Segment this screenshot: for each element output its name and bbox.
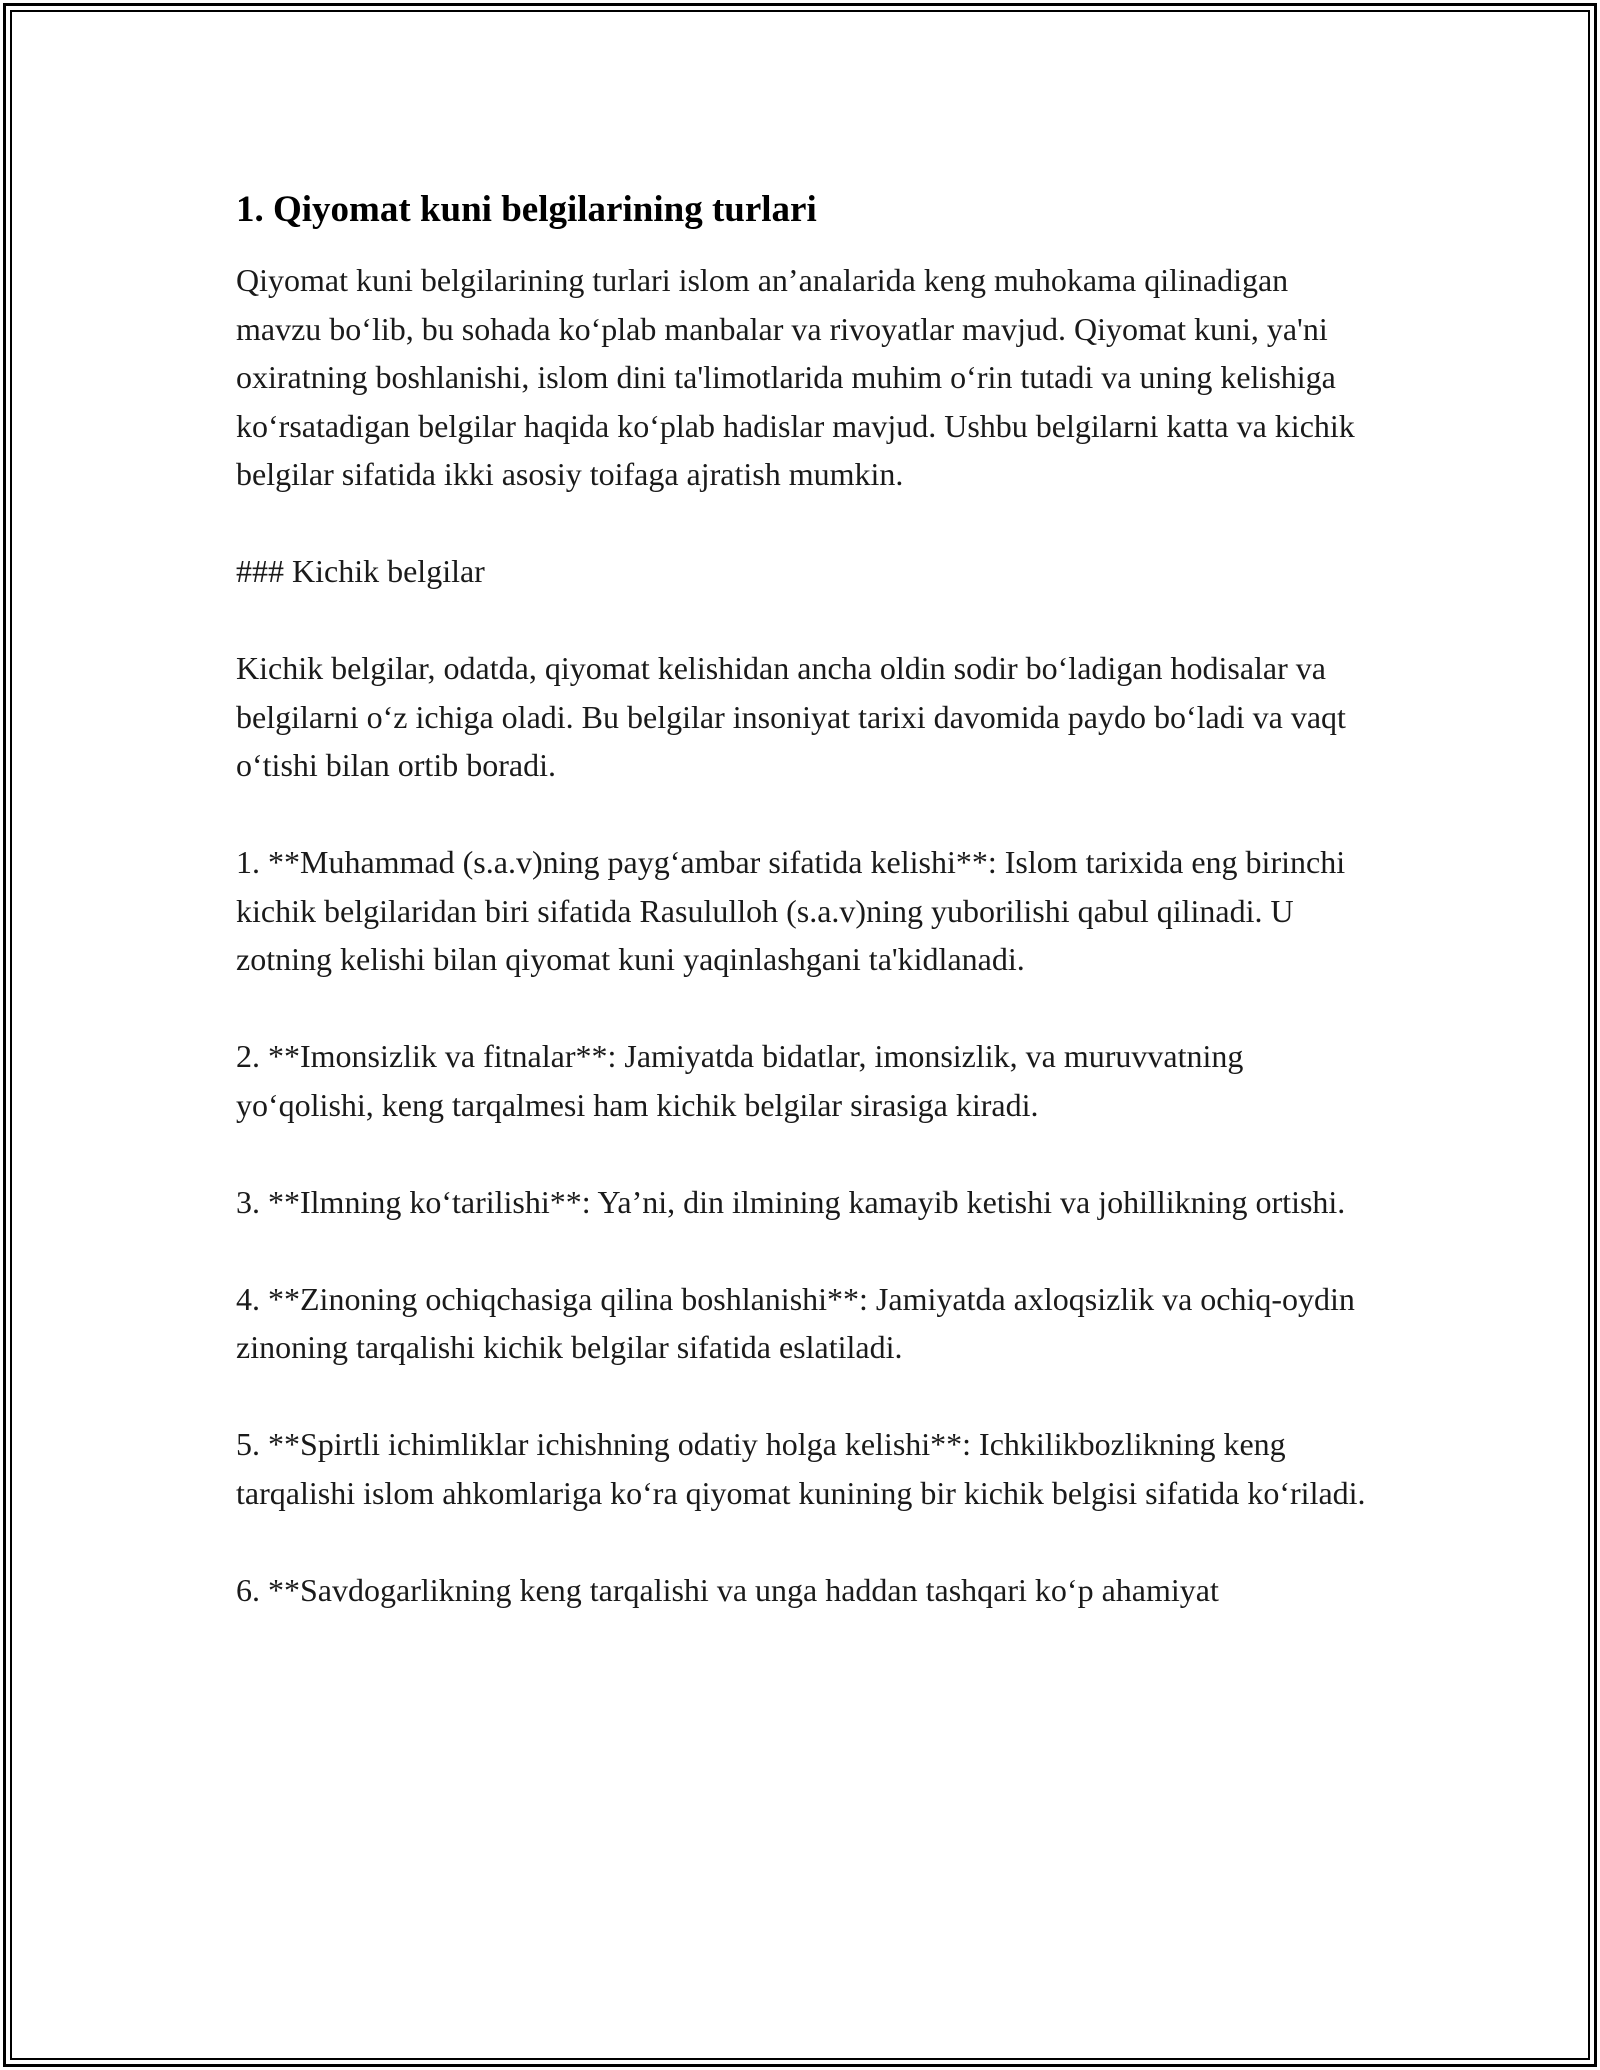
list-item-6: 6. **Savdogarlikning keng tarqalishi va unga haddan tashqari ko‘p ahamiyat <box>236 1571 1219 1608</box>
list-item-5: 5. **Spirtli ichimliklar ichishning odatiy holga kelishi**: Ichkilikbozlikning keng tarqalishi islom ahkomlariga ko‘ra qiyomat kunining bir kichik belgisi sifatida ko‘riladi. <box>236 1426 1366 1511</box>
subheading-kichik-belgilar: ### Kichik belgilar <box>236 553 485 589</box>
kichik-belgilar-paragraph: Kichik belgilar, odatda, qiyomat kelishidan ancha oldin sodir bo‘ladigan hodisalar va belgilarni o‘z ichiga oladi. Bu belgilar insoniyat tarixi davomida paydo bo‘ladi va vaqt o‘tishi bilan ortib boradi. <box>236 650 1346 783</box>
paragraph-gap <box>236 790 1376 839</box>
section-heading: 1. Qiyomat kuni belgilarining turlari <box>236 189 817 230</box>
paragraph-gap <box>236 1226 1376 1275</box>
list-item-3: 3. **Ilmning ko‘tarilishi**: Ya’ni, din ilmining kamayib ketishi va johillikning ortishi. <box>236 1183 1346 1220</box>
paragraph-gap <box>236 1129 1376 1178</box>
list-item-1: 1. **Muhammad (s.a.v)ning payg‘ambar sifatida kelishi**: Islom tarixida eng birinchi kichik belgilaridan biri sifatida Rasululloh (s.a.v)ning yuborilishi qabul qilinadi. U zotning kelishi bilan qiyomat kuni yaqinlashgani ta'kidlanadi. <box>236 844 1346 977</box>
list-item-4: 4. **Zinoning ochiqchasiga qilina boshlanishi**: Jamiyatda axloqsizlik va ochiq-oydin zinoning tarqalishi kichik belgilar sifatida eslatiladi. <box>236 1280 1355 1365</box>
paragraph-gap <box>236 1372 1376 1421</box>
document-body <box>236 186 1376 1614</box>
paragraph-gap <box>236 499 1376 548</box>
intro-paragraph: Qiyomat kuni belgilarining turlari islom an’analarida keng muhokama qilinadigan mavzu bo‘lib, bu sohada ko‘plab manbalar va rivoyatlar mavjud. Qiyomat kuni, ya'ni oxiratning boshlanishi, islom dini ta'limotlarida muhim o‘rin tutadi va uning kelishiga ko‘rsatadigan belgilar haqida ko‘plab hadislar mavjud. Ushbu belgilarni katta va kichik belgilar sifatida ikki asosiy toifaga ajratish mumkin. <box>236 262 1355 492</box>
paragraph-gap <box>236 984 1376 1033</box>
paragraph-gap <box>236 596 1376 645</box>
list-item-2: 2. **Imonsizlik va fitnalar**: Jamiyatda bidatlar, imonsizlik, va muruvvatning yo‘qolishi, keng tarqalmesi ham kichik belgilar sirasiga kiradi. <box>236 1038 1244 1123</box>
paragraph-gap <box>236 1517 1376 1566</box>
